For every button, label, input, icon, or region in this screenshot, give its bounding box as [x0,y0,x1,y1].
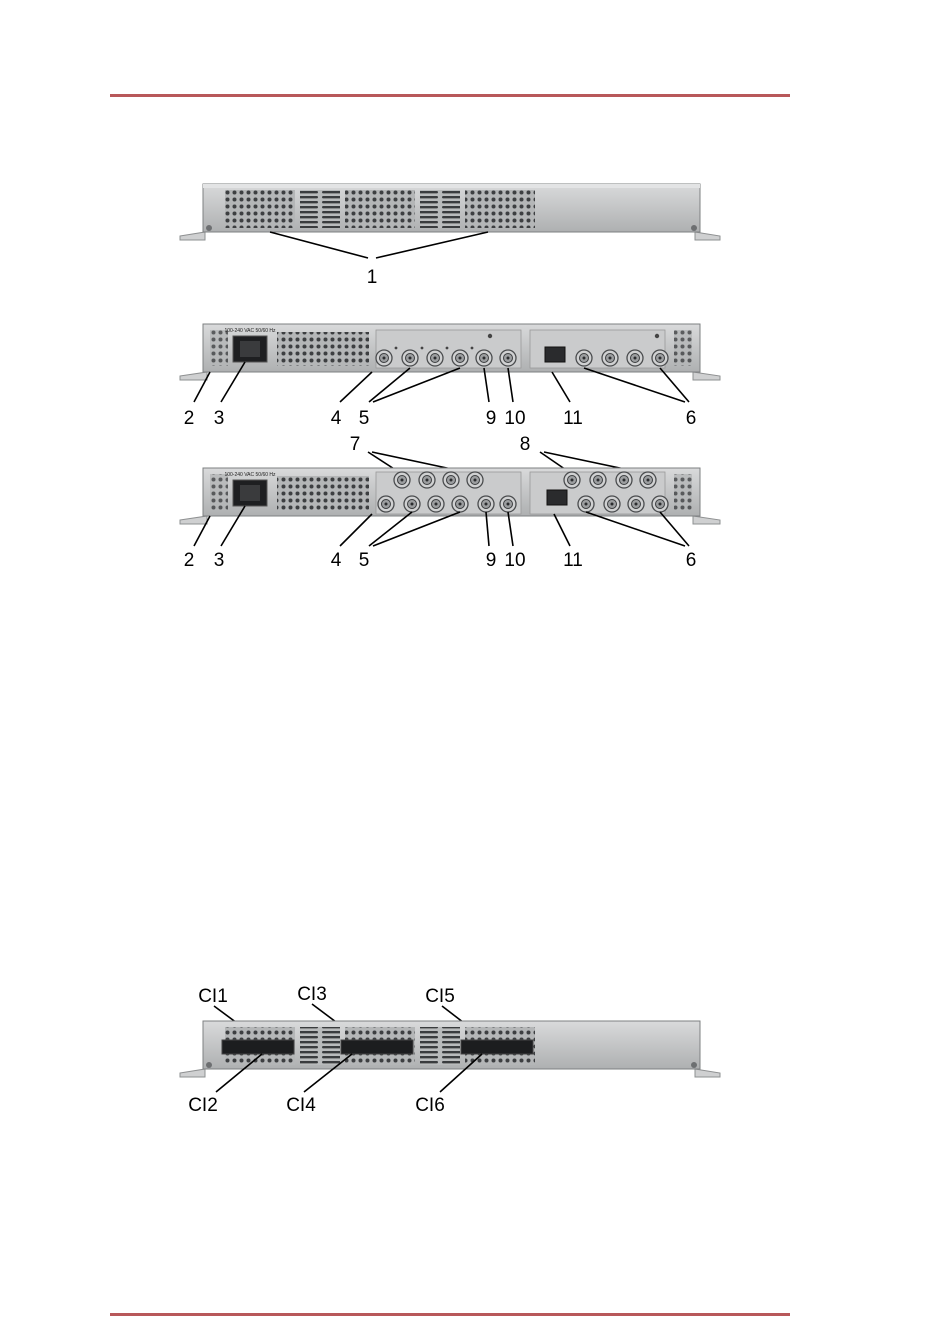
callout-9: 9 [485,408,497,429]
callout-2: 2 [183,408,195,429]
ci-callouts-top [198,984,455,1007]
callout-6b: 6 [685,550,697,571]
callout-3b: 3 [213,550,225,571]
front-chassis [180,184,720,240]
callout-ci3: CI3 [297,984,327,1005]
callout-11b: 11 [563,550,583,571]
callout-8: 8 [519,434,531,455]
callout-9b: 9 [485,550,497,571]
callout-7: 7 [349,434,361,455]
power-rating-label-a: 100-240 VAC 50/60 Hz [224,328,276,334]
callout-4b: 4 [330,550,342,571]
callout-ci5: CI5 [425,986,455,1007]
callout-ci1: CI1 [198,986,228,1007]
callout-1: 1 [366,267,378,288]
callout-ci2: CI2 [188,1095,218,1116]
callout-11: 11 [563,408,583,429]
ci-chassis [180,1021,720,1077]
callout-2b: 2 [183,550,195,571]
rear-b-top-callouts [350,434,531,455]
callout-5b: 5 [358,550,370,571]
ci-callouts-bottom [188,1095,445,1116]
callout-ci4: CI4 [286,1095,316,1116]
rear-a-callouts [184,408,697,429]
callout-ci6: CI6 [415,1095,445,1116]
callout-3: 3 [213,408,225,429]
callout-10b: 10 [504,550,526,571]
front-callout-leaders [270,232,488,258]
callout-6: 6 [685,408,697,429]
callout-10: 10 [504,408,526,429]
callout-4: 4 [330,408,342,429]
power-rating-label-b: 100-240 VAC 50/60 Hz [224,472,276,478]
callout-5: 5 [358,408,370,429]
rear-b-callouts [184,550,697,571]
